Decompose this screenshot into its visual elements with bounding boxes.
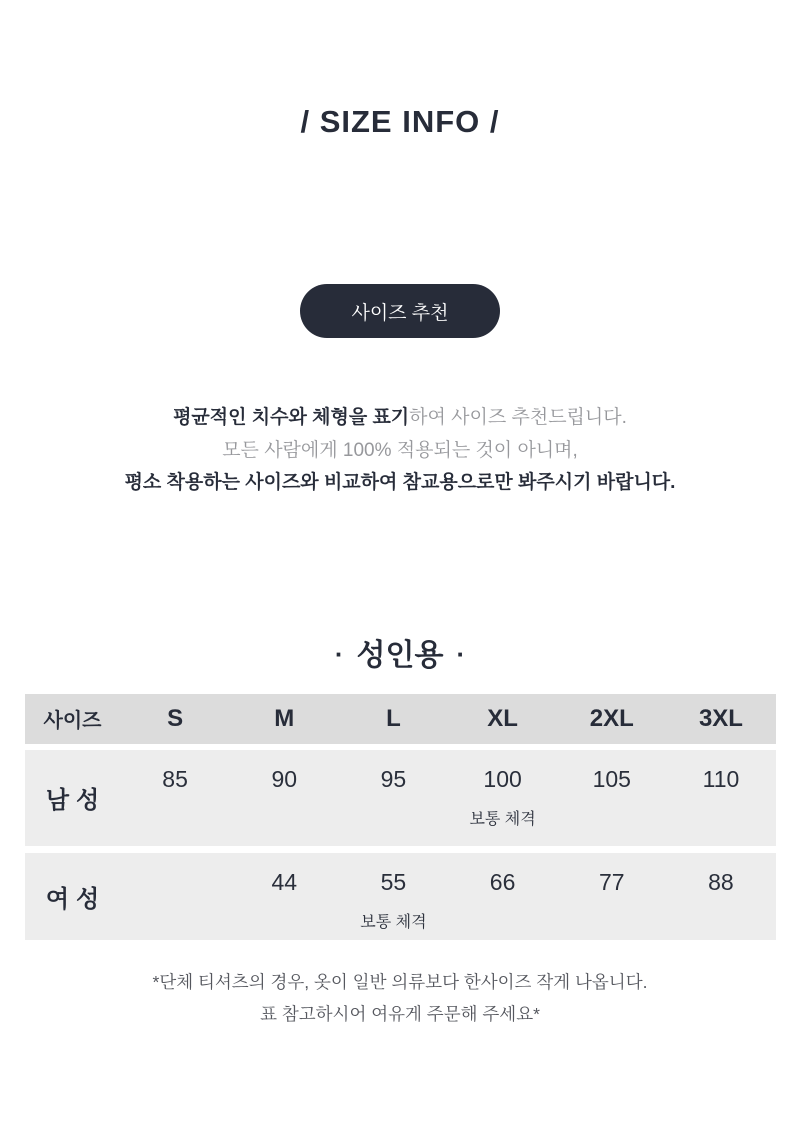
header-cell-s: S xyxy=(167,704,184,732)
size-recommend-intro xyxy=(0,402,800,500)
size-cell: 95 xyxy=(380,765,407,792)
header-cell-3xl: 3XL xyxy=(698,704,743,732)
size-cell xyxy=(121,853,230,940)
size-cell: 105 xyxy=(592,765,631,792)
table-row-women xyxy=(25,853,776,940)
footnote-line-1: *단체 티셔츠의 경우, 옷이 일반 의류보다 한사이즈 작게 나옵니다. xyxy=(152,971,648,992)
size-table-header-row xyxy=(25,694,776,744)
header-cell-2xl: 2XL xyxy=(589,704,634,732)
size-cell: 77 xyxy=(598,868,625,895)
size-cell: 88 xyxy=(708,868,734,895)
header-cell-l: L xyxy=(386,704,401,732)
table-row-men xyxy=(25,750,776,846)
intro-line-3: 평소 착용하는 사이즈와 비교하여 참교용으로만 봐주시기 바랍니다. xyxy=(124,472,676,493)
size-cell: 55 보통 체격 xyxy=(339,853,448,940)
body-type-note: 보통 체격 xyxy=(360,913,427,931)
intro-line-1 xyxy=(0,402,800,435)
page-title: / SIZE INFO / xyxy=(300,104,500,139)
row-label-women: 여성 xyxy=(45,885,107,913)
size-cell: 66 xyxy=(489,868,516,895)
size-cell: 100 보통 체격 xyxy=(448,750,557,846)
intro-line-1-emphasis: 평균적인 치수와 체형을 표기 xyxy=(173,407,410,428)
size-footnote xyxy=(0,966,800,1030)
header-cell-m: M xyxy=(274,704,295,732)
adult-section-heading xyxy=(0,635,800,675)
footnote-line-2: 표 참고하시어 여유게 주문해 주세요* xyxy=(260,1003,540,1024)
row-label-men: 남성 xyxy=(45,787,107,814)
heading-bullet-left: · xyxy=(334,638,344,669)
header-cell-size: 사이즈 xyxy=(43,710,102,732)
body-type-note: 보통 체격 xyxy=(469,810,536,828)
size-recommend-button[interactable]: 사이즈 추천 xyxy=(300,284,500,338)
adult-size-table xyxy=(25,694,776,940)
size-cell: 85 xyxy=(162,765,188,792)
size-cell: 110 xyxy=(702,765,740,792)
intro-line-1-rest: 하여 사이즈 추천드립니다. xyxy=(409,407,627,428)
heading-bullet-right: · xyxy=(456,638,466,669)
size-cell: 44 xyxy=(271,868,298,895)
intro-line-2: 모든 사람에게 100% 적용되는 것이 아니며, xyxy=(222,439,578,461)
adult-section-heading-text: 성인용 xyxy=(356,638,444,672)
header-cell-xl: XL xyxy=(487,704,518,732)
size-cell: 90 xyxy=(271,765,298,792)
